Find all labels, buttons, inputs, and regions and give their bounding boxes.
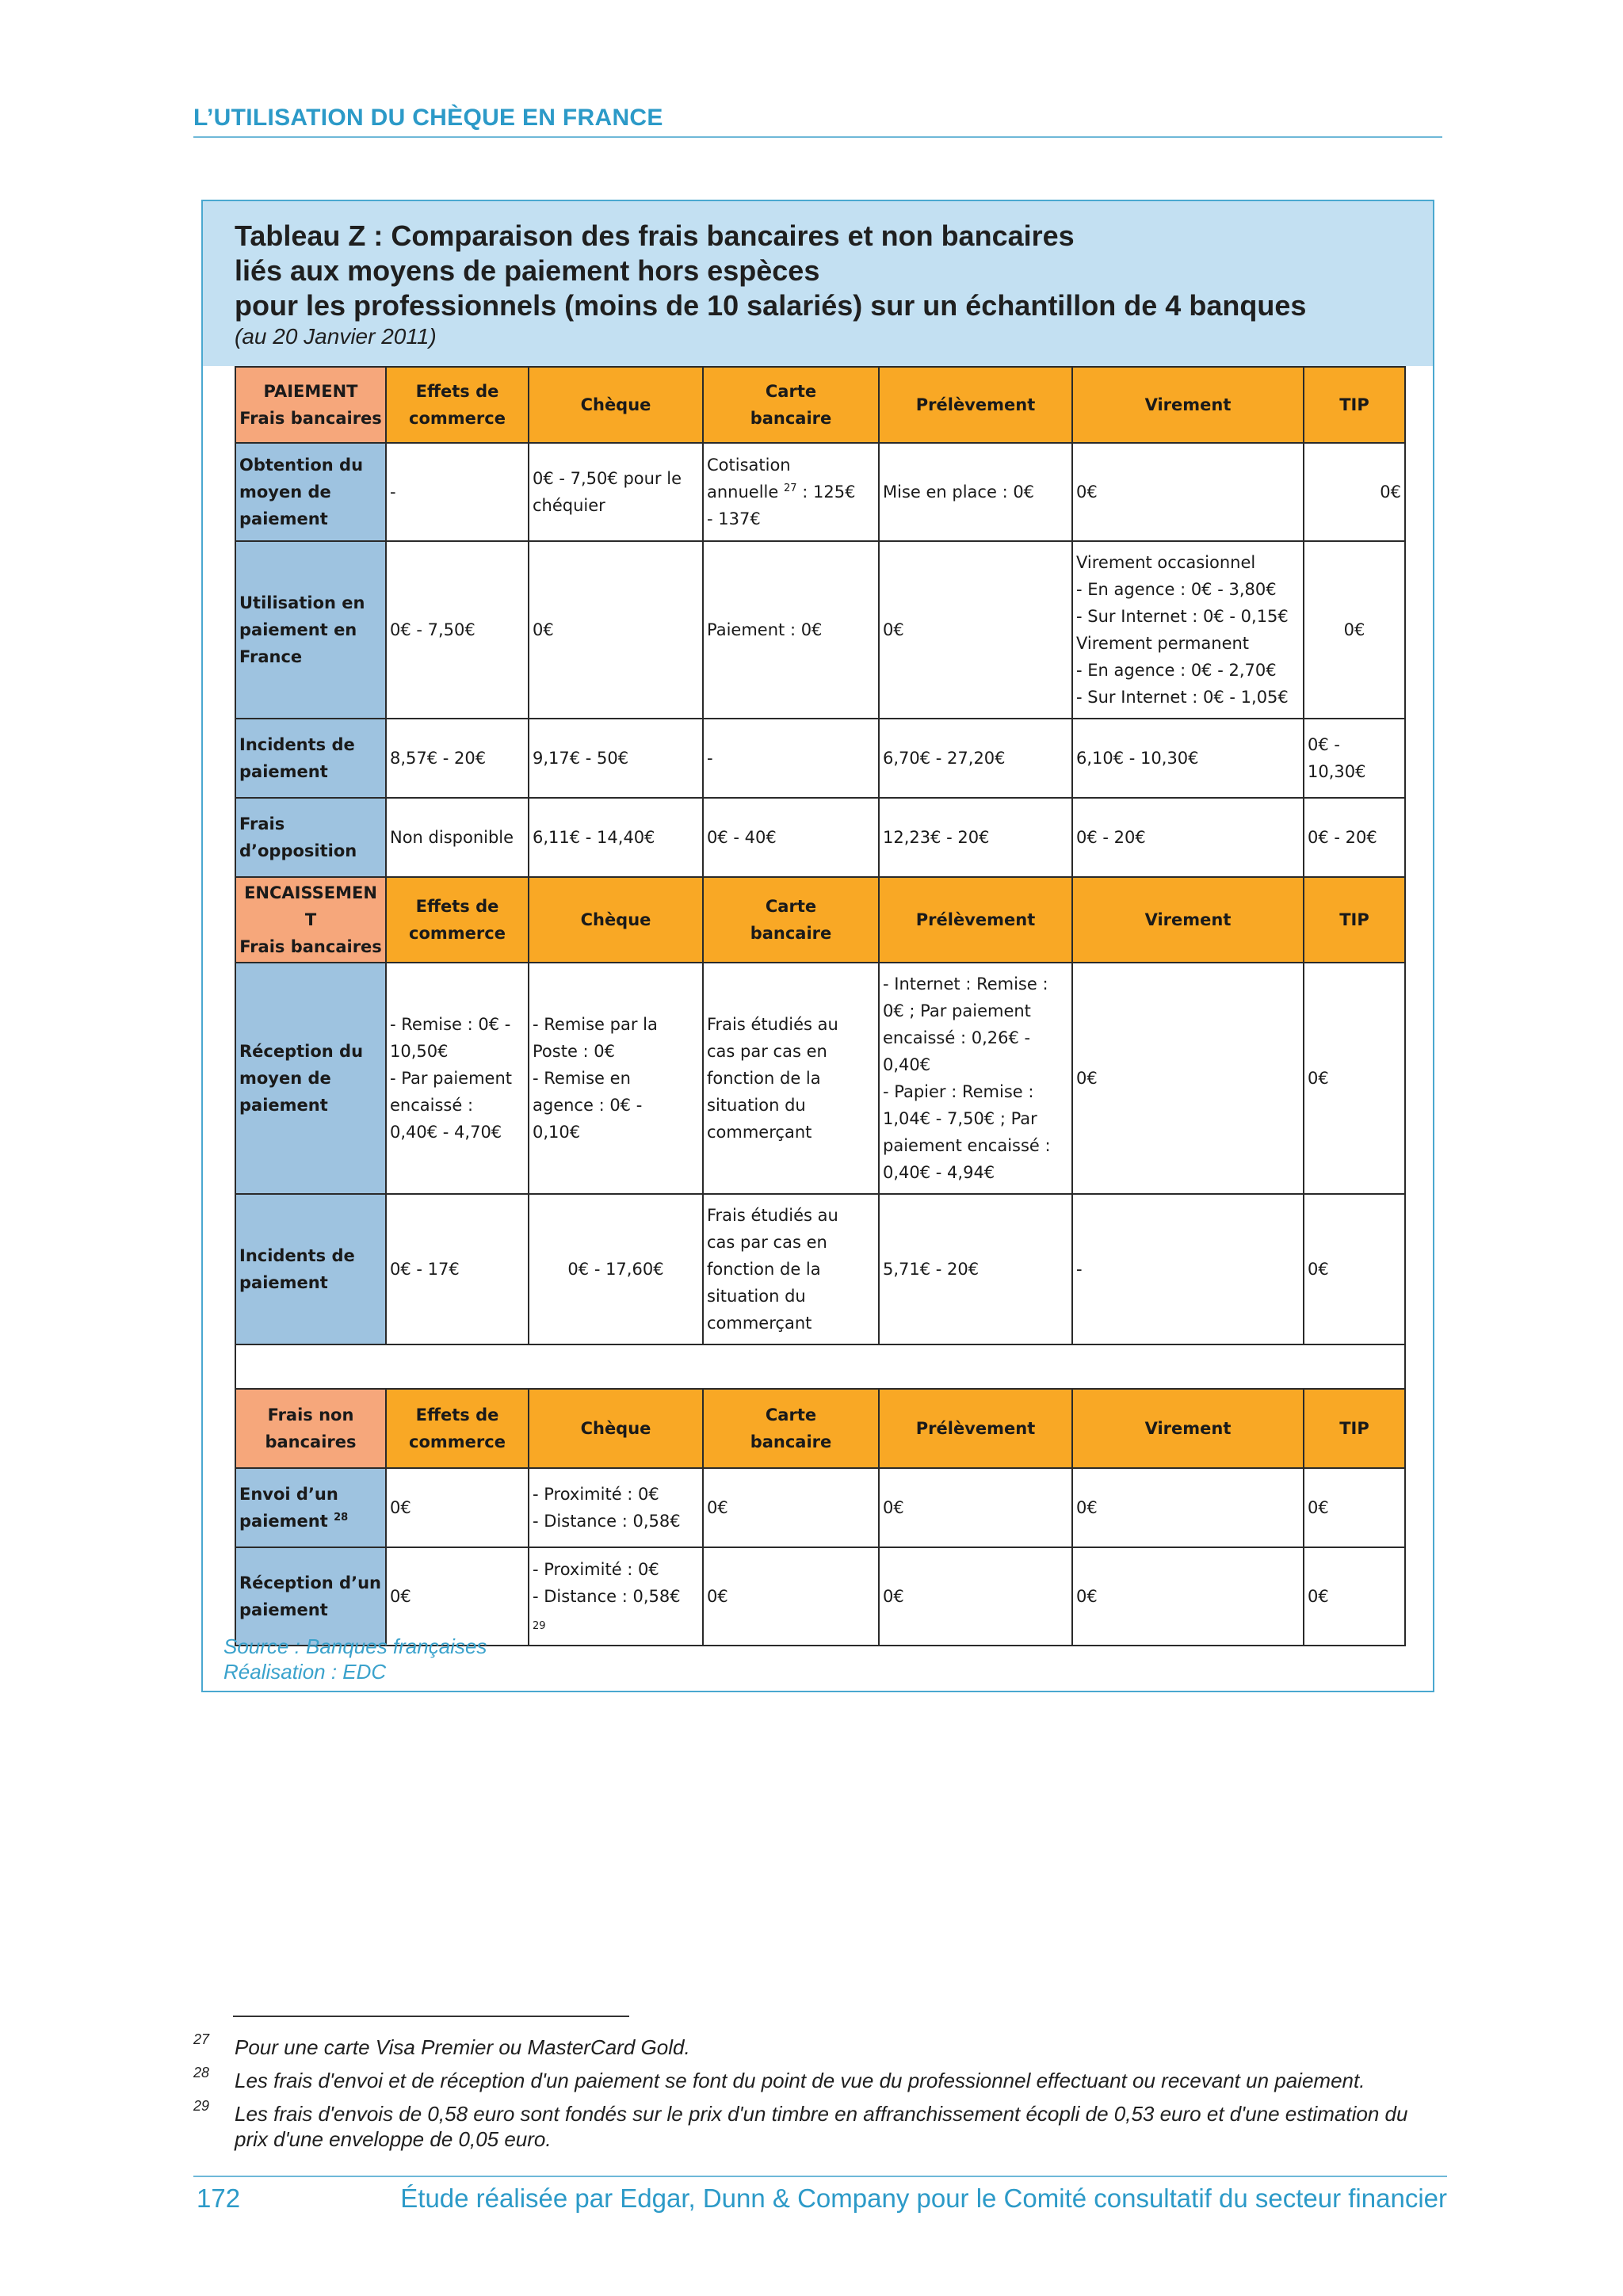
- cell-line: Effets de: [415, 897, 499, 916]
- cell-cheque: [529, 1468, 703, 1547]
- cell-line: 0€: [390, 1587, 411, 1606]
- cell-tip: [1304, 963, 1405, 1194]
- cell-effets-de-commerce: [386, 963, 529, 1194]
- cell-effets-de-commerce: [386, 1194, 529, 1344]
- cell-line: - 137€: [707, 509, 761, 528]
- cell-line: 0€ - 20€: [1076, 828, 1146, 847]
- cell-cheque: [529, 719, 703, 798]
- cell-line: 10,50€: [390, 1042, 449, 1061]
- cell-line: situation du: [707, 1096, 806, 1115]
- cell-line: 0€: [707, 1587, 728, 1606]
- cell-line: Frais non: [267, 1405, 354, 1425]
- cell-carte-bancaire: [703, 443, 879, 541]
- column-header-effets-de-commerce: [386, 877, 529, 963]
- source-line: Source : Banques françaises: [223, 1634, 487, 1658]
- row-label: [235, 1547, 386, 1646]
- cell-line: 9,17€ - 50€: [533, 749, 629, 768]
- cell-line: fonction de la: [707, 1260, 821, 1279]
- cell-line: Virement: [1144, 910, 1232, 929]
- corner-frais-non-bancaires: [235, 1389, 386, 1468]
- cell-line: 0€: [1308, 1587, 1329, 1606]
- cell-line: paiement: [239, 1600, 328, 1619]
- table-title-line-1: Tableau Z : Comparaison des frais bancaires et non bancaires: [235, 219, 1075, 252]
- cell-virement: [1072, 1547, 1304, 1646]
- row-label: [235, 719, 386, 798]
- running-header: L’UTILISATION DU CHÈQUE EN FRANCE: [193, 105, 1442, 138]
- column-header-cheque: [529, 367, 703, 443]
- cell-carte-bancaire: [703, 719, 879, 798]
- cell-carte-bancaire: [703, 963, 879, 1194]
- cell-line: commerce: [409, 409, 506, 428]
- cell-line: 5,71€ - 20€: [883, 1260, 980, 1279]
- cell-effets-de-commerce: [386, 443, 529, 541]
- row-label: [235, 443, 386, 541]
- cell-line: Réception du: [239, 1042, 364, 1061]
- row-label: [235, 541, 386, 719]
- table-source: [223, 1634, 487, 1684]
- cell-line: d’opposition: [239, 841, 357, 860]
- table-row: [235, 798, 1405, 877]
- cell-line: 1,04€ - 7,50€ ; Par: [883, 1109, 1037, 1128]
- cell-virement: [1072, 541, 1304, 719]
- cell-line: TIP: [1339, 1419, 1369, 1438]
- cell-line: 0€: [1308, 1498, 1329, 1517]
- cell-line: fonction de la: [707, 1069, 821, 1088]
- cell-line: - En agence : 0€ - 2,70€: [1076, 661, 1277, 680]
- cell-line: 0€: [1343, 620, 1365, 639]
- header-row: [235, 367, 1405, 443]
- cell-line: paiement encaissé :: [883, 1136, 1051, 1155]
- cell-line: Effets de: [415, 1405, 499, 1425]
- cell-line: chéquier: [533, 496, 605, 515]
- column-header-cheque: [529, 877, 703, 963]
- cell-line: Obtention du: [239, 456, 364, 475]
- column-header-tip: [1304, 367, 1405, 443]
- cell-line: Virement: [1144, 1419, 1232, 1438]
- cell-line: : 125€: [802, 482, 856, 502]
- footnote-ref: 27: [784, 482, 797, 494]
- cell-line: Effets de: [415, 382, 499, 401]
- cell-line: 0€ - 20€: [1308, 828, 1377, 847]
- cell-line: - Proximité : 0€: [533, 1485, 659, 1504]
- cell-cheque: [529, 798, 703, 877]
- cell-tip: [1304, 443, 1405, 541]
- cell-prelevement: [879, 1547, 1072, 1646]
- table-row: [235, 963, 1405, 1194]
- fees-comparison-table: [235, 366, 1406, 1646]
- cell-line: - Papier : Remise :: [883, 1082, 1034, 1101]
- table-row: [235, 1468, 1405, 1547]
- cell-prelevement: [879, 963, 1072, 1194]
- cell-virement: [1072, 963, 1304, 1194]
- cell-line: - Par paiement: [390, 1069, 513, 1088]
- cell-line: 0€ - 40€: [707, 828, 777, 847]
- corner-paiement: [235, 367, 386, 443]
- cell-line: - Internet : Remise :: [883, 974, 1048, 994]
- cell-line: 0€: [1076, 1069, 1098, 1088]
- table-row: [235, 719, 1405, 798]
- cell-cheque: [529, 541, 703, 719]
- cell-tip: [1304, 1194, 1405, 1344]
- cell-line: 6,10€ - 10,30€: [1076, 749, 1199, 768]
- cell-line: 0€: [533, 620, 554, 639]
- cell-line: 0€ - 7,50€ pour le: [533, 469, 682, 488]
- cell-effets-de-commerce: [386, 1468, 529, 1547]
- cell-effets-de-commerce: [386, 1547, 529, 1646]
- cell-prelevement: [879, 719, 1072, 798]
- cell-line: Envoi d’un: [239, 1485, 338, 1504]
- cell-line: 0€: [883, 1587, 904, 1606]
- cell-line: 0€: [883, 1498, 904, 1517]
- cell-line: 0,10€: [533, 1123, 581, 1142]
- cell-tip: [1304, 798, 1405, 877]
- cell-line: Poste : 0€: [533, 1042, 616, 1061]
- table-caption: [203, 201, 1433, 366]
- cell-line: 0€: [1076, 482, 1098, 502]
- cell-line: 0€ - 17,60€: [567, 1260, 664, 1279]
- cell-line: - En agence : 0€ - 3,80€: [1076, 580, 1277, 599]
- cell-line: Carte: [765, 382, 817, 401]
- cell-line: 0€: [390, 1498, 411, 1517]
- cell-line: Carte: [765, 897, 817, 916]
- row-label: [235, 1468, 386, 1547]
- cell-effets-de-commerce: [386, 719, 529, 798]
- cell-line: Incidents de: [239, 1246, 355, 1265]
- realisation-line: Réalisation : EDC: [223, 1660, 387, 1684]
- page-footer: [193, 2176, 1447, 2213]
- footnote-29: [193, 2098, 1445, 2152]
- spacer-cell: [235, 1344, 1405, 1389]
- cell-line: bancaire: [750, 1432, 832, 1451]
- footnote-number: 27: [193, 2031, 210, 2047]
- corner-encaissement: [235, 877, 386, 963]
- column-header-carte-bancaire: [703, 1389, 879, 1468]
- cell-line: Carte: [765, 1405, 817, 1425]
- cell-carte-bancaire: [703, 541, 879, 719]
- cell-line: 0€: [1308, 1260, 1329, 1279]
- table-row: [235, 443, 1405, 541]
- spacer-row: [235, 1344, 1405, 1389]
- header-row: [235, 1389, 1405, 1468]
- cell-line: 0,40€ - 4,70€: [390, 1123, 502, 1142]
- cell-virement: [1072, 443, 1304, 541]
- page-number: 172: [197, 2183, 241, 2213]
- cell-line: 0,40€: [883, 1055, 931, 1074]
- cell-line: cas par cas en: [707, 1042, 827, 1061]
- cell-line: - Remise en: [533, 1069, 631, 1088]
- cell-line: 0€: [883, 620, 904, 639]
- cell-line: 0€: [1076, 1498, 1098, 1517]
- cell-line: - Remise par la: [533, 1015, 658, 1034]
- footnote-27: [193, 2031, 1445, 2060]
- cell-prelevement: [879, 798, 1072, 877]
- cell-line: - Sur Internet : 0€ - 1,05€: [1076, 688, 1289, 707]
- cell-virement: [1072, 1194, 1304, 1344]
- column-header-prelevement: [879, 877, 1072, 963]
- table-title-line-3: pour les professionnels (moins de 10 salariés) sur un échantillon de 4 banques: [235, 289, 1307, 322]
- cell-tip: [1304, 719, 1405, 798]
- table-row: [235, 1194, 1405, 1344]
- footnote-number: 28: [193, 2065, 210, 2081]
- cell-line: moyen de: [239, 1069, 331, 1088]
- cell-line: Virement occasionnel: [1076, 553, 1256, 572]
- cell-line: Virement: [1144, 395, 1232, 414]
- cell-line: -: [1076, 1260, 1083, 1279]
- column-header-tip: [1304, 1389, 1405, 1468]
- footnote-ref: 29: [533, 1620, 546, 1632]
- cell-line: moyen de: [239, 482, 331, 502]
- cell-cheque: [529, 1194, 703, 1344]
- cell-line: Réception d’un: [239, 1573, 381, 1592]
- cell-line: Paiement : 0€: [707, 620, 823, 639]
- cell-line: 0€ - 17€: [390, 1260, 460, 1279]
- cell-tip: [1304, 541, 1405, 719]
- cell-line: Virement permanent: [1076, 634, 1250, 653]
- column-header-prelevement: [879, 1389, 1072, 1468]
- cell-virement: [1072, 798, 1304, 877]
- cell-line: Cotisation: [707, 456, 791, 475]
- cell-line: Chèque: [580, 1419, 651, 1438]
- cell-line: paiement: [239, 762, 328, 781]
- cell-line: encaissé :: [390, 1096, 474, 1115]
- cell-line: Prélèvement: [915, 1419, 1036, 1438]
- cell-line: Chèque: [580, 395, 651, 414]
- column-header-carte-bancaire: [703, 877, 879, 963]
- cell-prelevement: [879, 1194, 1072, 1344]
- row-label: [235, 963, 386, 1194]
- cell-prelevement: [879, 443, 1072, 541]
- cell-line: ENCAISSEMENT: [244, 883, 377, 929]
- cell-line: bancaire: [750, 409, 832, 428]
- cell-cheque: [529, 1547, 703, 1646]
- cell-line: Frais bancaires: [239, 937, 382, 956]
- footnote-text: Les frais d'envois de 0,58 euro sont fondés sur le prix d'un timbre en affranchissement écopli de 0,53 euro et d'une estimation du prix d'une enveloppe de 0,05 euro.: [235, 2102, 1408, 2151]
- column-header-prelevement: [879, 367, 1072, 443]
- cell-line: agence : 0€ -: [533, 1096, 643, 1115]
- header-row: [235, 877, 1405, 963]
- cell-line: 6,70€ - 27,20€: [883, 749, 1006, 768]
- cell-cheque: [529, 443, 703, 541]
- cell-cheque: [529, 963, 703, 1194]
- column-header-tip: [1304, 877, 1405, 963]
- cell-line: 12,23€ - 20€: [883, 828, 990, 847]
- cell-prelevement: [879, 541, 1072, 719]
- cell-virement: [1072, 719, 1304, 798]
- page-credit: Étude réalisée par Edgar, Dunn & Company pour le Comité consultatif du secteur financier: [400, 2183, 1447, 2213]
- cell-line: 6,11€ - 14,40€: [533, 828, 655, 847]
- cell-line: Incidents de: [239, 735, 355, 754]
- cell-line: Frais: [239, 814, 285, 833]
- cell-line: bancaire: [750, 924, 832, 943]
- cell-line: 0,40€ - 4,94€: [883, 1163, 995, 1182]
- footnotes: [193, 2031, 1445, 2160]
- footnote-text: Les frais d'envoi et de réception d'un paiement se font du point de vue du professionnel effectuant ou recevant un paiement.: [235, 2069, 1365, 2092]
- cell-line: -: [707, 749, 713, 768]
- cell-line: Prélèvement: [915, 910, 1036, 929]
- column-header-effets-de-commerce: [386, 367, 529, 443]
- cell-line: Frais bancaires: [239, 409, 382, 428]
- cell-line: 8,57€ - 20€: [390, 749, 487, 768]
- cell-line: - Remise : 0€ -: [390, 1015, 511, 1034]
- column-header-cheque: [529, 1389, 703, 1468]
- footnote-text: Pour une carte Visa Premier ou MasterCard Gold.: [235, 2035, 690, 2059]
- cell-carte-bancaire: [703, 1468, 879, 1547]
- cell-effets-de-commerce: [386, 798, 529, 877]
- cell-line: commerçant: [707, 1314, 812, 1333]
- cell-line: PAIEMENT: [263, 382, 358, 401]
- cell-line: - Distance : 0,58€: [533, 1512, 681, 1531]
- cell-tip: [1304, 1547, 1405, 1646]
- cell-tip: [1304, 1468, 1405, 1547]
- cell-line: commerce: [409, 924, 506, 943]
- cell-line: 0€: [1380, 482, 1401, 502]
- cell-line: TIP: [1339, 910, 1369, 929]
- cell-prelevement: [879, 1468, 1072, 1547]
- cell-line: - Distance : 0,58€: [533, 1587, 681, 1606]
- cell-line: Frais étudiés au: [707, 1206, 838, 1225]
- cell-carte-bancaire: [703, 798, 879, 877]
- column-header-virement: [1072, 1389, 1304, 1468]
- cell-line: bancaires: [265, 1432, 357, 1451]
- row-label: [235, 1194, 386, 1344]
- footnote-28: [193, 2065, 1445, 2093]
- cell-line: 0€ - 7,50€: [390, 620, 475, 639]
- cell-line: 0€: [1308, 1069, 1329, 1088]
- cell-line: -: [390, 482, 396, 502]
- cell-line: Utilisation en: [239, 593, 365, 612]
- cell-line: paiement: [239, 1512, 328, 1531]
- cell-line: paiement: [239, 509, 328, 528]
- table-row: [235, 1547, 1405, 1646]
- table-frame: [201, 200, 1434, 1692]
- cell-line: 10,30€: [1308, 762, 1366, 781]
- cell-carte-bancaire: [703, 1547, 879, 1646]
- cell-line: 0€ -: [1308, 735, 1340, 754]
- cell-carte-bancaire: [703, 1194, 879, 1344]
- cell-line: Chèque: [580, 910, 651, 929]
- footnote-rule: [233, 2016, 629, 2017]
- cell-line: France: [239, 647, 303, 666]
- column-header-virement: [1072, 877, 1304, 963]
- cell-line: commerce: [409, 1432, 506, 1451]
- column-header-effets-de-commerce: [386, 1389, 529, 1468]
- cell-line: TIP: [1339, 395, 1369, 414]
- cell-line: paiement: [239, 1096, 328, 1115]
- footnote-ref: 28: [334, 1512, 349, 1524]
- cell-line: Prélèvement: [915, 395, 1036, 414]
- cell-line: cas par cas en: [707, 1233, 827, 1252]
- footnote-number: 29: [193, 2098, 210, 2114]
- cell-effets-de-commerce: [386, 541, 529, 719]
- cell-line: paiement: [239, 1273, 328, 1292]
- cell-line: Frais étudiés au: [707, 1015, 838, 1034]
- table-title-line-2: liés aux moyens de paiement hors espèces: [235, 254, 820, 287]
- column-header-carte-bancaire: [703, 367, 879, 443]
- cell-line: paiement en: [239, 620, 357, 639]
- cell-line: Mise en place : 0€: [883, 482, 1035, 502]
- cell-line: 0€: [1076, 1587, 1098, 1606]
- cell-line: situation du: [707, 1287, 806, 1306]
- cell-line: - Sur Internet : 0€ - 0,15€: [1076, 607, 1289, 626]
- cell-line: 0€ ; Par paiement: [883, 1001, 1031, 1020]
- cell-line: annuelle: [707, 482, 779, 502]
- cell-line: Non disponible: [390, 828, 514, 847]
- cell-virement: [1072, 1468, 1304, 1547]
- table-date: (au 20 Janvier 2011): [235, 324, 437, 349]
- cell-line: - Proximité : 0€: [533, 1560, 659, 1579]
- row-label: [235, 798, 386, 877]
- table-row: [235, 541, 1405, 719]
- cell-line: 0€: [707, 1498, 728, 1517]
- cell-line: commerçant: [707, 1123, 812, 1142]
- cell-line: encaissé : 0,26€ -: [883, 1028, 1031, 1047]
- column-header-virement: [1072, 367, 1304, 443]
